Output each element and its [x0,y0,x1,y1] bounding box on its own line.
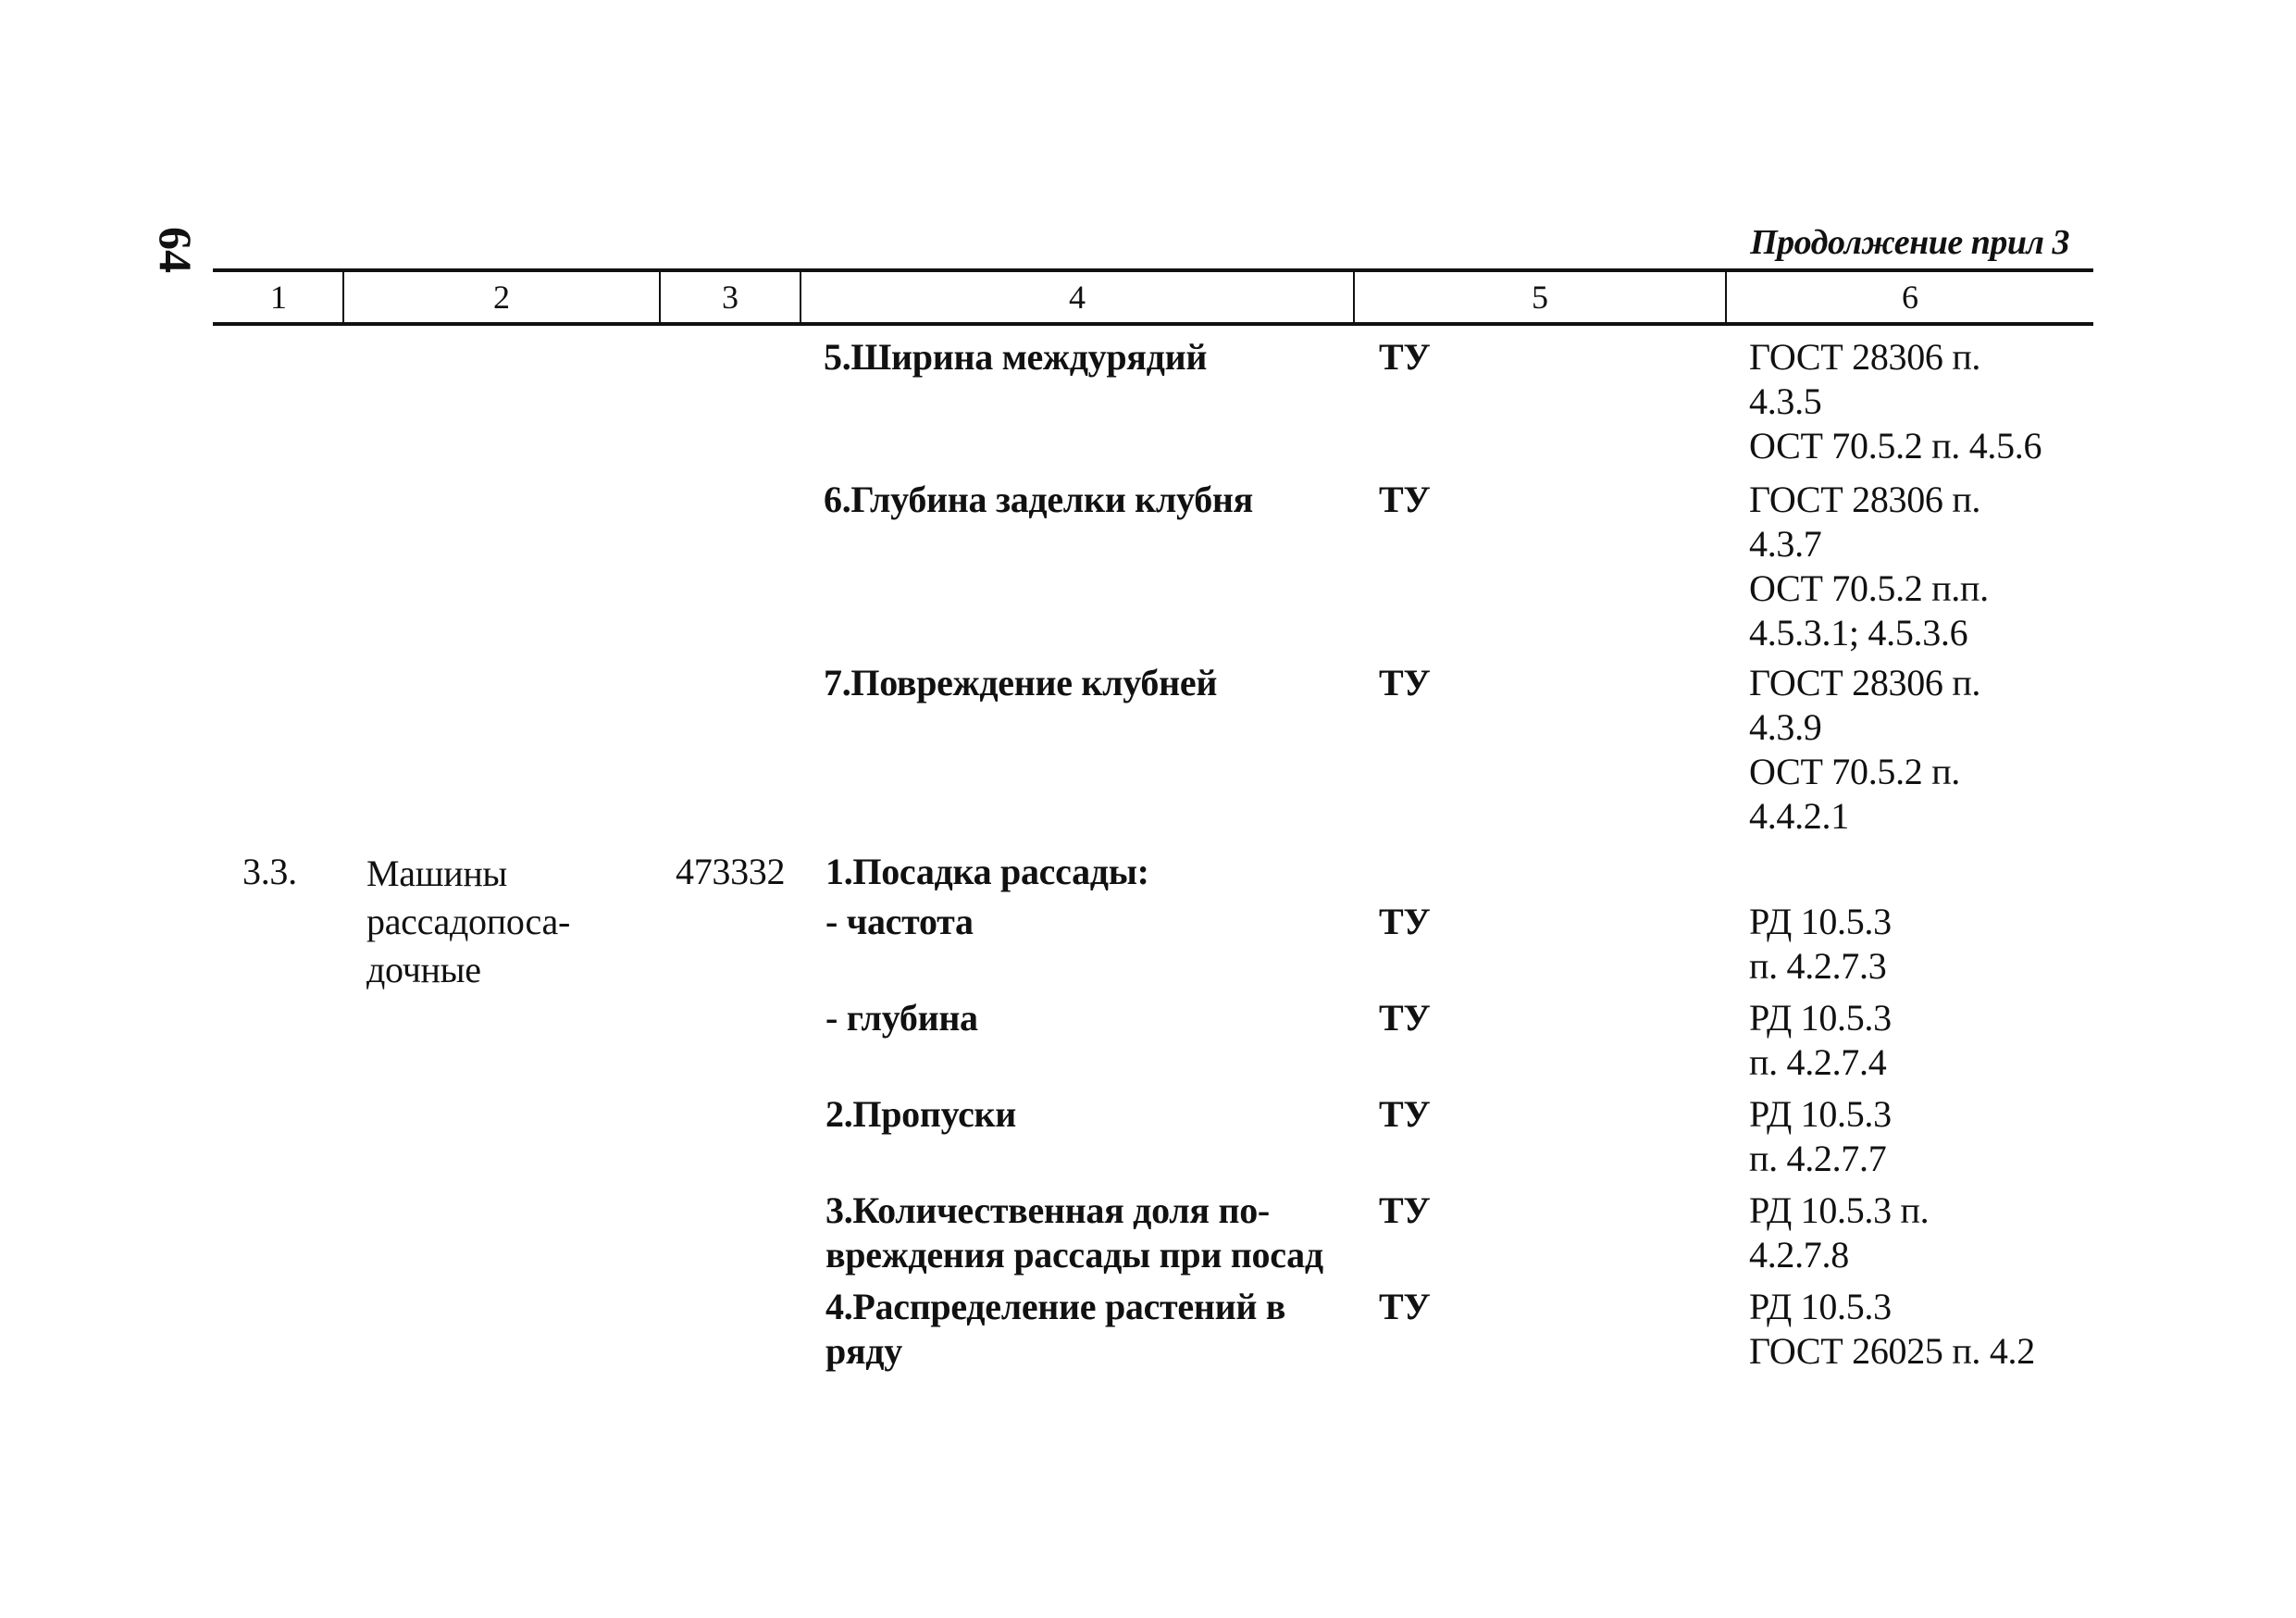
standard-line: ГОСТ 26025 п. 4.2 [1749,1330,2035,1372]
cell-indicator: 7.Повреждение клубней [824,662,1218,703]
column-header-5: 5 [1532,279,1548,316]
cell-method: ТУ [1379,1189,1431,1231]
standard-line: ОСТ 70.5.2 п.п. [1749,567,1989,609]
cell-item-number: 3.3. [242,851,297,892]
table-top-rule [213,268,2093,272]
cell-method: ТУ [1379,1093,1431,1135]
machine-name-line: Машины [366,853,508,894]
column-header-6: 6 [1902,279,1918,316]
machine-name-line: рассадопоса- [366,901,570,942]
cell-method: ТУ [1379,997,1431,1039]
column-header-3: 3 [722,279,738,316]
page-number: 64 [150,227,202,273]
cell-indicator: 2.Пропуски [825,1093,1017,1135]
standard-line: ОСТ 70.5.2 п. 4.5.6 [1749,425,2042,467]
table-header-rule [213,322,2093,326]
standard-line: ГОСТ 28306 п. [1749,662,1981,703]
standard-line: ГОСТ 28306 п. [1749,336,1981,378]
standard-line: РД 10.5.3 [1749,1093,1892,1135]
indicator-line: 3.Количественная доля по- [825,1189,1270,1231]
cell-indicator [825,1285,1285,1374]
cell-indicator: - частота [825,901,974,942]
standard-line: 4.5.3.1; 4.5.3.6 [1749,612,1968,653]
standard-line: 4.3.7 [1749,523,1822,565]
standard-line: п. 4.2.7.3 [1749,945,1887,987]
cell-indicator: 6.Глубина заделки клубня [824,479,1253,520]
continuation-caption: Продолжение прил 3 [1750,223,2069,262]
standard-line: 4.4.2.1 [1749,795,1849,837]
standard-line: п. 4.2.7.7 [1749,1138,1887,1179]
cell-machine-name [366,850,570,994]
cell-indicator: 1.Посадка рассады: [825,851,1149,892]
cell-standard [1749,1189,1929,1277]
cell-standard [1749,900,1892,989]
standard-line: 4.2.7.8 [1749,1234,1849,1276]
machine-name-line: дочные [366,949,481,990]
column-header-1: 1 [270,279,287,316]
standard-line: РД 10.5.3 [1749,1286,1892,1327]
standard-line: п. 4.2.7.4 [1749,1041,1887,1083]
cell-method: ТУ [1379,479,1431,520]
cell-method: ТУ [1379,662,1431,703]
cell-standard [1749,996,1892,1085]
cell-standard [1749,1285,2035,1374]
standard-line: ОСТ 70.5.2 п. [1749,751,1960,792]
indicator-line: 4.Распределение растений в [825,1286,1286,1327]
indicator-line: ряду [825,1330,902,1372]
standard-line: 4.3.9 [1749,706,1822,748]
standard-line: РД 10.5.3 [1749,997,1892,1039]
standard-line: РД 10.5.3 п. [1749,1189,1930,1231]
standard-line: ГОСТ 28306 п. [1749,479,1981,520]
cell-indicator: 5.Ширина междурядий [824,336,1208,378]
cell-indicator [825,1189,1323,1277]
cell-indicator: - глубина [825,997,978,1039]
cell-standard [1749,1092,1892,1181]
indicator-line: вреждения рассады при посад [825,1234,1323,1276]
cell-method: ТУ [1379,336,1431,378]
cell-standard [1749,661,1980,839]
cell-method: ТУ [1379,1286,1431,1327]
cell-code: 473332 [676,851,786,892]
cell-method: ТУ [1379,901,1431,942]
column-header-2: 2 [493,279,510,316]
cell-standard [1749,335,2042,468]
cell-standard [1749,478,1989,655]
column-header-4: 4 [1069,279,1086,316]
standard-line: РД 10.5.3 [1749,901,1892,942]
standard-line: 4.3.5 [1749,380,1822,422]
